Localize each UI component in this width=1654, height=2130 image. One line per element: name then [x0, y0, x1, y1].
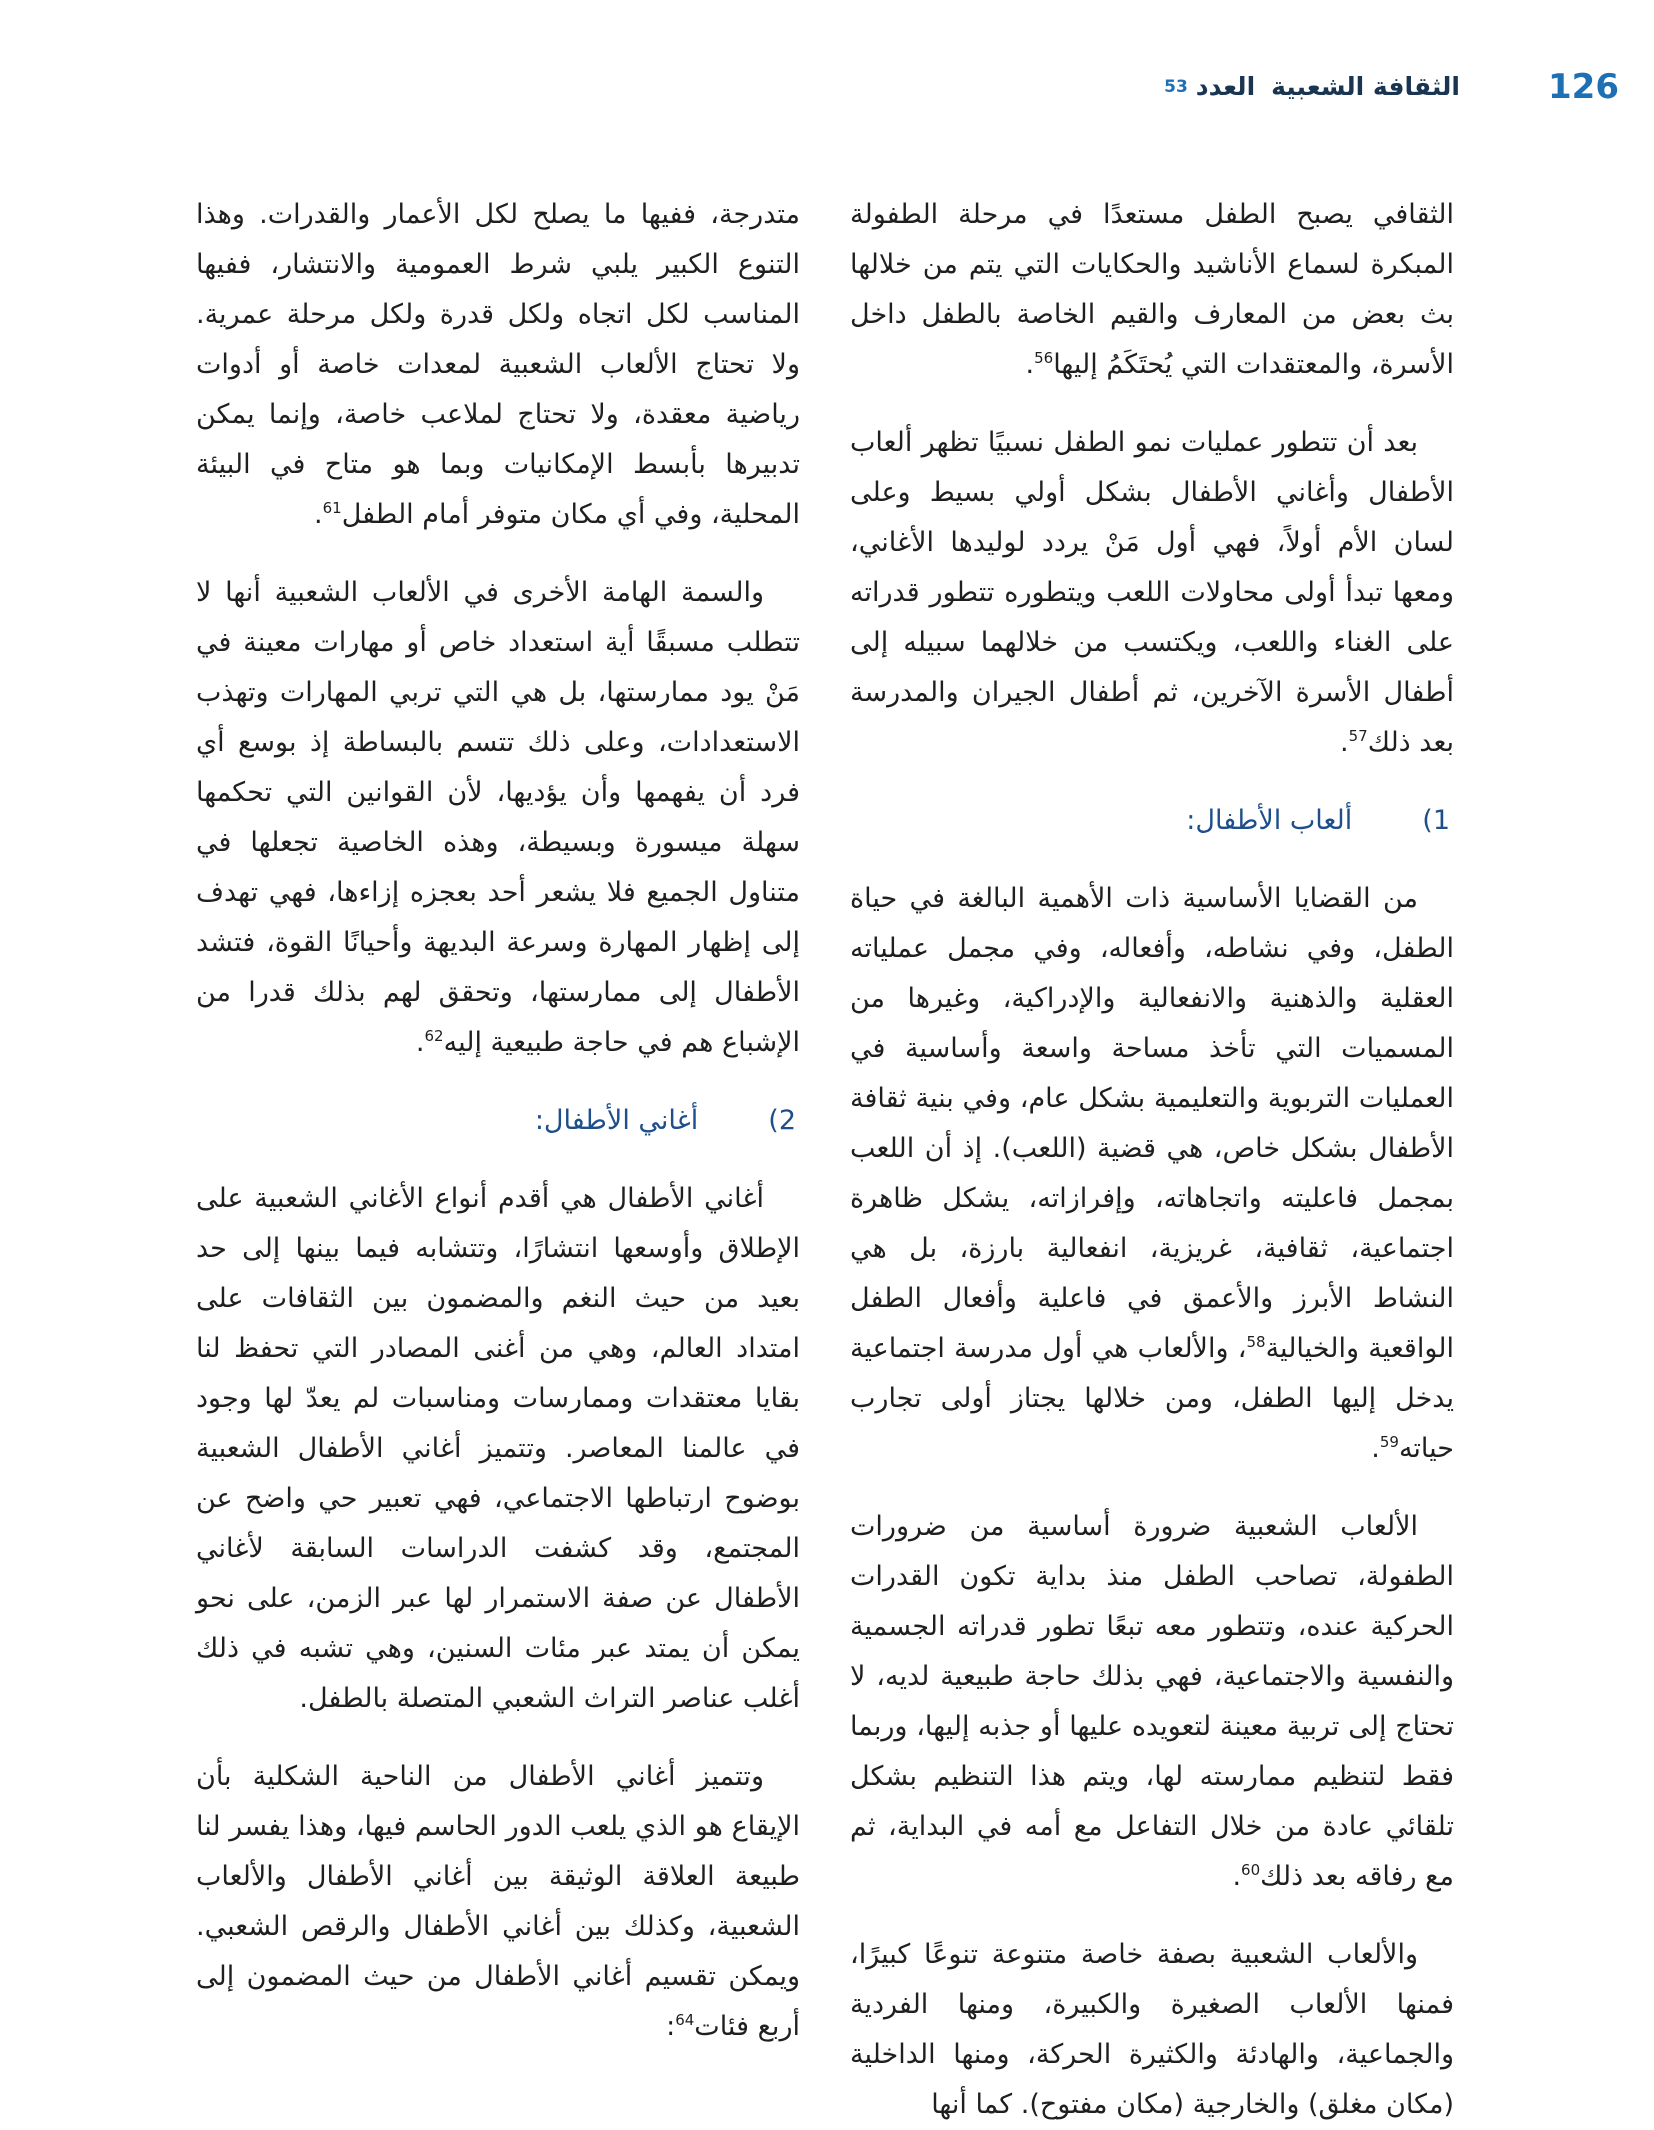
section-heading — [850, 796, 1454, 846]
running-head — [1160, 62, 1460, 112]
left-column — [196, 190, 800, 2042]
page-header — [0, 62, 1654, 112]
section-number: 1) — [1422, 805, 1450, 836]
paragraph: الألعاب الشعبية ضرورة أساسية من ضرورات الطفولة، تصاحب الطفل منذ بداية تكون القدرات الحركية عنده، وتتطور معه تبعًا تطور قدراته الجسمية والنفسية والاجتماعية، فهي بذلك حاجة طبيعية لديه، لا تحتاج إلى تربية معينة لتعويده عليها أو جذبه إليها، وربما فقط لتنظيم ممارسته لها، ويتم هذا التنظيم بشكل تلقائي عادة من خلال التفاعل مع أمه في البداية، ثم مع رفاقه بعد ذلك$^{60}$. — [850, 1511, 1454, 1892]
paragraph: الثقافي يصبح الطفل مستعدًا في مرحلة الطفولة المبكرة لسماع الأناشيد والحكايات التي يتم من خلالها بث بعض من المعارف والقيم الخاصة بالطفل داخل الأسرة، والمعتقدات التي يُحتَكَمُ إليها$^{56}$. — [850, 199, 1454, 380]
footnote-ref: 62 — [424, 1027, 444, 1045]
section-number: 2) — [768, 1105, 796, 1136]
paragraph: أغاني الأطفال هي أقدم أنواع الأغاني الشعبية على الإطلاق وأوسعها انتشارًا، وتتشابه فيما بينها إلى حد بعيد من حيث النغم والمضمون بين الثقافات على امتداد العالم، وهي من أغنى المصادر التي تحفظ لنا بقايا معتقدات وممارسات ومناسبات لم يعدّ لها وجود في عالمنا المعاصر. وتتميز أغاني الأطفال الشعبية بوضوح ارتباطها الاجتماعي، فهي تعبير حي واضح عن المجتمع، وقد كشفت الدراسات السابقة لأغاني الأطفال عن صفة الاستمرار لها عبر الزمن، على نحو يمكن أن يمتد عبر مئات السنين، وهي تشبه في ذلك أغلب عناصر التراث الشعبي المتصلة بالطفل. — [196, 1183, 800, 1714]
footnote-ref: 56 — [1034, 349, 1054, 367]
paragraph: والسمة الهامة الأخرى في الألعاب الشعبية أنها لا تتطلب مسبقًا أية استعداد خاص أو مهارات معينة في مَنْ يود ممارستها، بل هي التي تربي المهارات وتهذب الاستعدادات، وعلى ذلك تتسم بالبساطة إذ بوسع أي فرد أن يفهمها وأن يؤديها، لأن القوانين التي تحكمها سهلة ميسورة وبسيطة، وهذه الخاصية تجعلها في متناول الجميع فلا يشعر أحد بعجزه إزاءها، فهي تهدف إلى إظهار المهارة وسرعة البديهة وأحيانًا القوة، فتشد الأطفال إلى ممارستها، وتحقق لهم بذلك قدرا من الإشباع هم في حاجة طبيعية إليه$^{62}$. — [196, 577, 800, 1058]
issue-number: 53 — [1164, 77, 1188, 97]
paragraph: وتتميز أغاني الأطفال من الناحية الشكلية بأن الإيقاع هو الذي يلعب الدور الحاسم فيها، وهذا يفسر لنا طبيعة العلاقة الوثيقة بين أغاني الأطفال والألعاب الشعبية، وكذلك بين أغاني الأطفال والرقص الشعبي. ويمكن تقسيم أغاني الأطفال من حيث المضمون إلى أربع فئات$^{64}$: — [196, 1761, 800, 2042]
paragraph: من القضايا الأساسية ذات الأهمية البالغة في حياة الطفل، وفي نشاطه، وأفعاله، وفي مجمل عملياته العقلية والذهنية والانفعالية والإدراكية، وغيرها من المسميات التي تأخذ مساحة واسعة وأساسية في العمليات التربوية والتعليمية بشكل عام، وفي بنية ثقافة الأطفال بشكل خاص، هي قضية (اللعب). إذ أن اللعب بمجمل فاعليته واتجاهاته، وإفرازاته، يشكل ظاهرة اجتماعية، ثقافية، غريزية، انفعالية بارزة، بل هي النشاط الأبرز والأعمق في فاعلية وأفعال الطفل الواقعية والخيالية$^{58}$، والألعاب هي أول مدرسة اجتماعية يدخل إليها الطفل، ومن خلالها يجتاز أولى تجارب حياته$^{59}$. — [850, 883, 1454, 1464]
footnote-ref: 58 — [1246, 1333, 1266, 1351]
magazine-title: الثقافة الشعبية — [1271, 72, 1460, 101]
paragraph: متدرجة، ففيها ما يصلح لكل الأعمار والقدرات. وهذا التنوع الكبير يلبي شرط العمومية والانتشار، ففيها المناسب لكل اتجاه ولكل قدرة ولكل مرحلة عمرية. ولا تحتاج الألعاب الشعبية لمعدات خاصة أو أدوات رياضية معقدة، ولا تحتاج لملاعب خاصة، وإنما يمكن تدبيرها بأبسط الإمكانيات وبما هو متاح في البيئة المحلية، وفي أي مكان متوفر أمام الطفل$^{61}$. — [196, 199, 800, 530]
issue-label: العدد — [1195, 72, 1256, 101]
footnote-ref: 61 — [322, 499, 342, 517]
paragraph: بعد أن تتطور عمليات نمو الطفل نسبيًا تظهر ألعاب الأطفال وأغاني الأطفال بشكل أولي بسيط وعلى لسان الأم أولاً، فهي أول مَنْ يردد لوليدها الأغاني، ومعها تبدأ أولى محاولات اللعب ويتطوره تتطور قدراته على الغناء واللعب، ويكتسب من خلالهما سبيله إلى أطفال الأسرة الآخرين، ثم أطفال الجيران والمدرسة بعد ذلك$^{57}$. — [850, 427, 1454, 758]
footnote-ref: 60 — [1241, 1861, 1261, 1879]
section-heading — [196, 1096, 800, 1146]
right-column — [850, 190, 1454, 2120]
page-number: 126 — [1548, 67, 1619, 107]
footnote-ref: 64 — [675, 2011, 695, 2029]
paragraph: والألعاب الشعبية بصفة خاصة متنوعة تنوعًا كبيرًا، فمنها الألعاب الصغيرة والكبيرة، ومنها الفردية والجماعية، والهادئة والكثيرة الحركة، ومنها الداخلية (مكان مغلق) والخارجية (مكان مفتوح). كما أنها — [850, 1939, 1454, 2120]
footnote-ref: 59 — [1379, 1433, 1399, 1451]
section-title: ألعاب الأطفال: — [1186, 805, 1353, 836]
section-title: أغاني الأطفال: — [534, 1105, 699, 1136]
footnote-ref: 57 — [1348, 727, 1368, 745]
